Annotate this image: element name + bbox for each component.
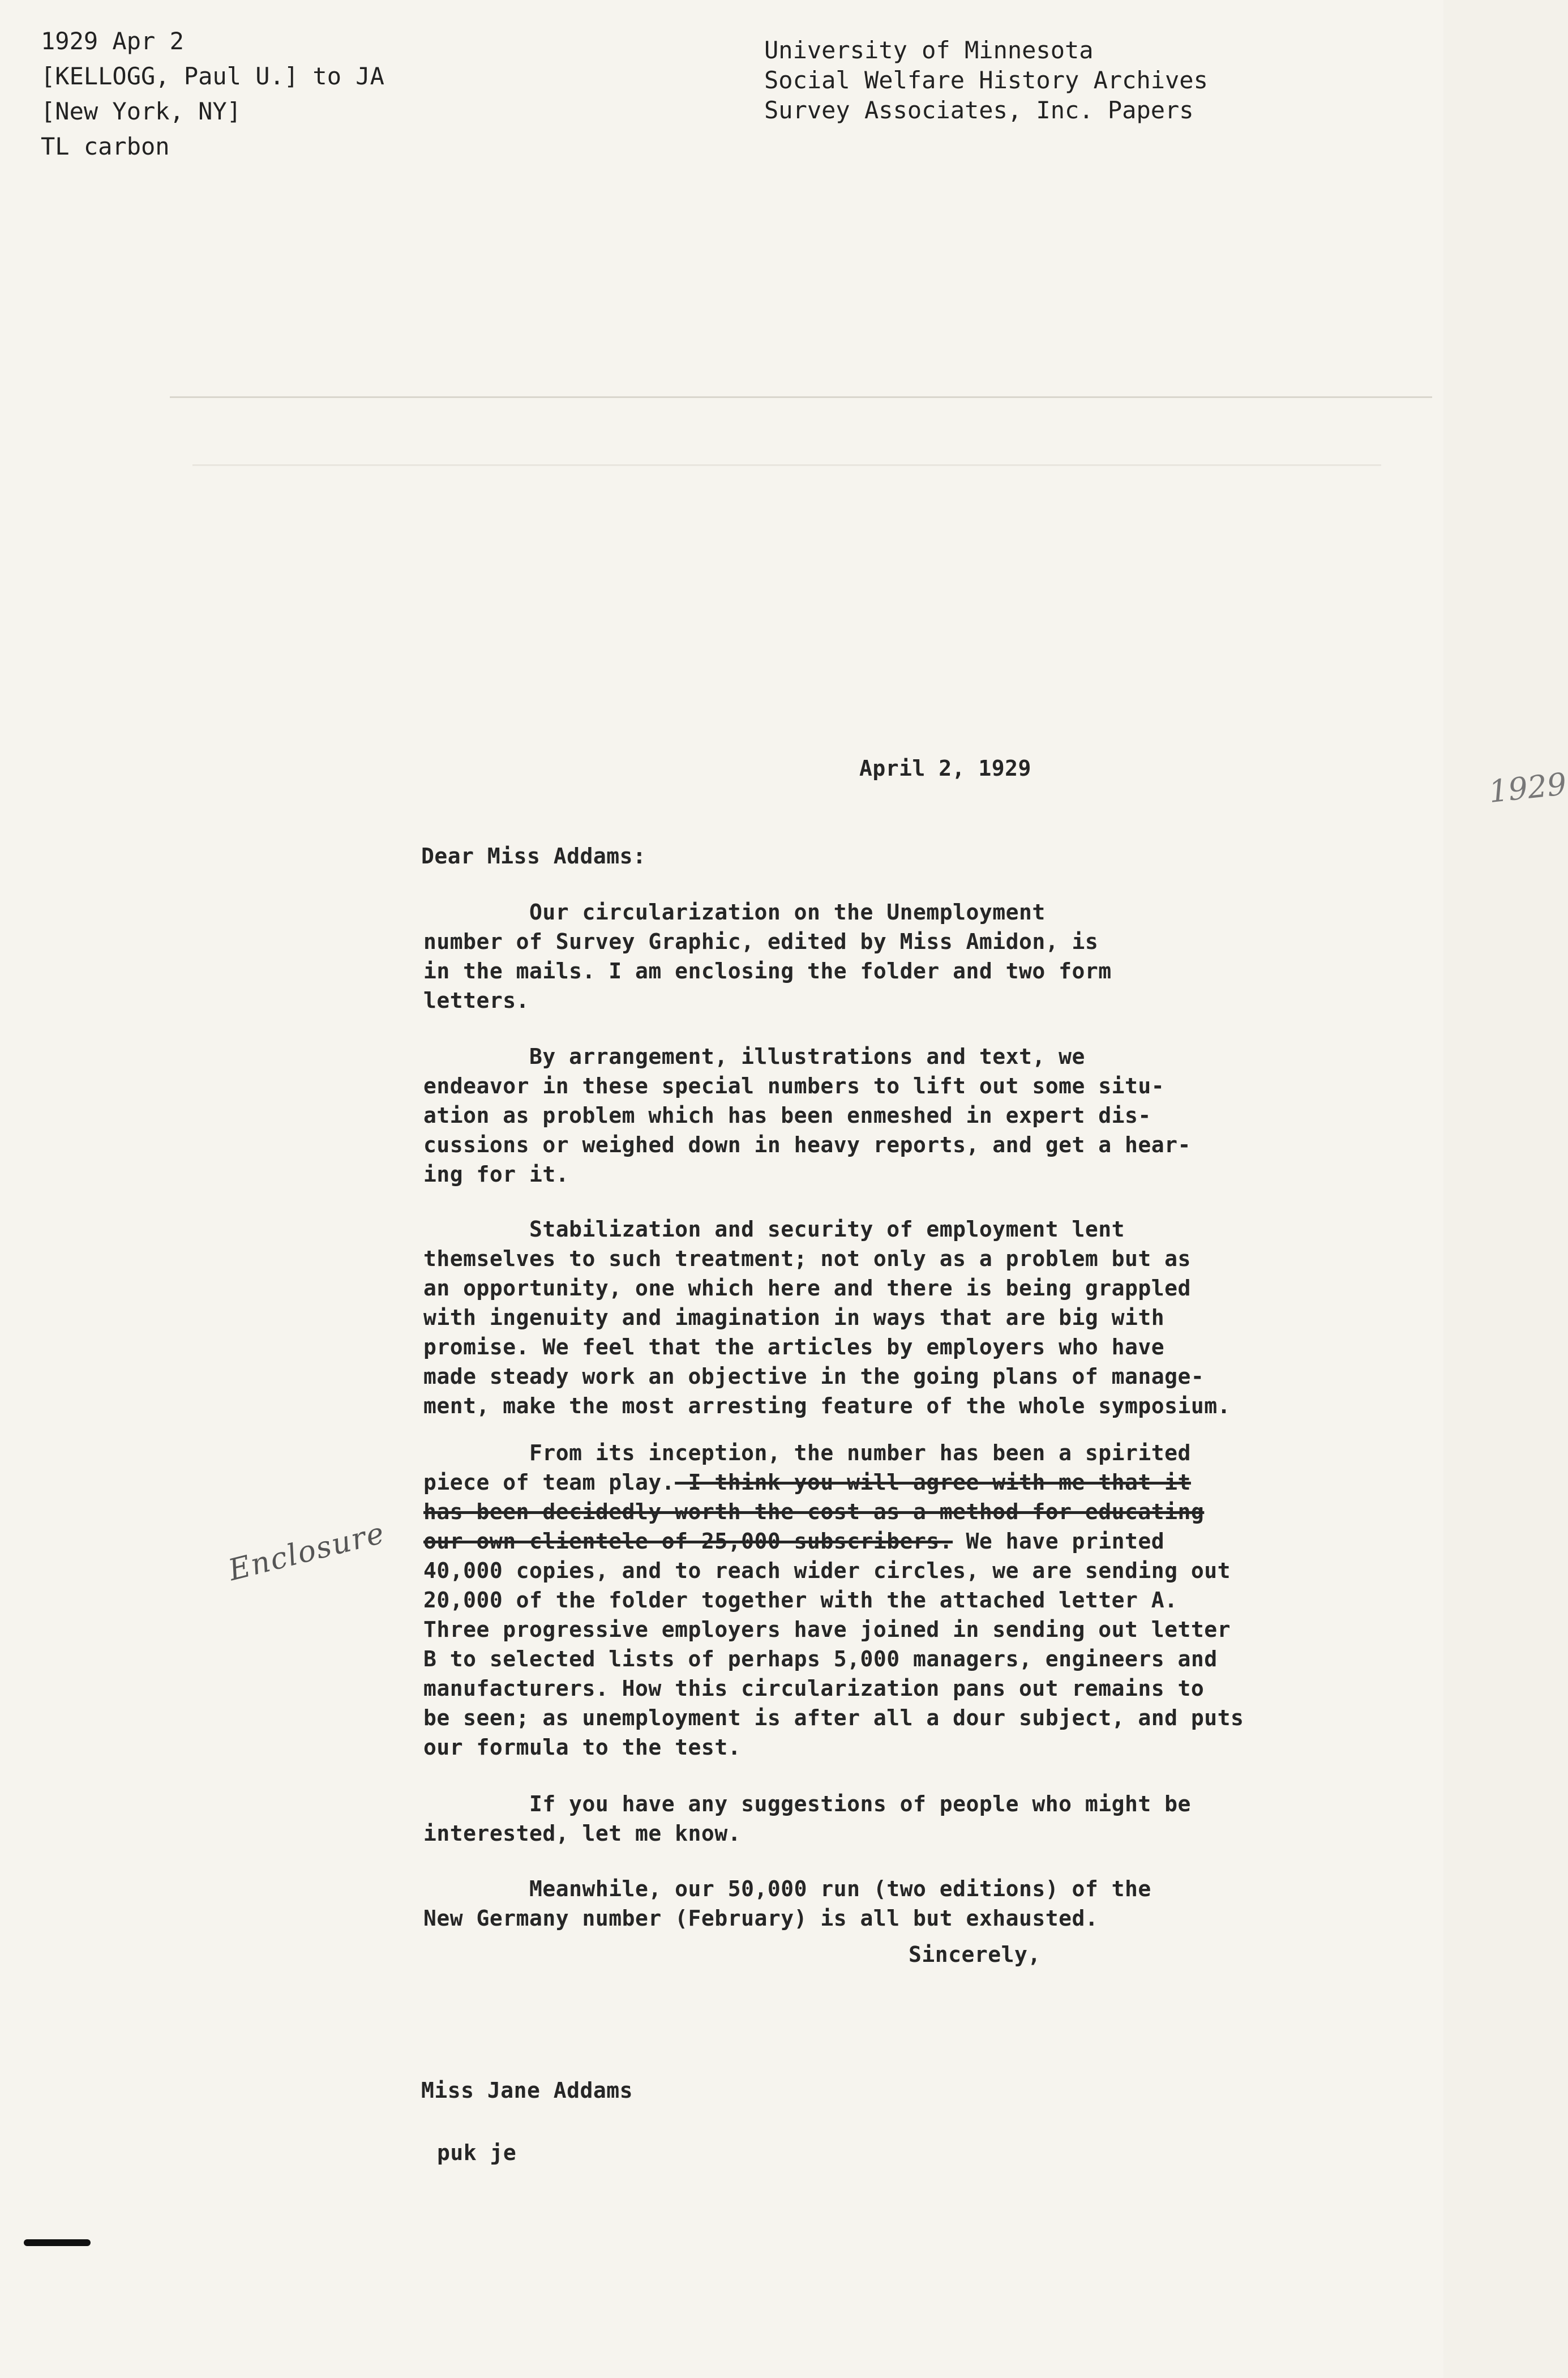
text-line: manufacturers. How this circularization pans out remains to: [423, 1676, 1205, 1701]
ink-dash-mark: [24, 2239, 91, 2246]
text-line: interested, let me know.: [423, 1821, 742, 1846]
letter-salutation: Dear Miss Addams:: [421, 844, 646, 869]
text-line: By arrangement, illustrations and text, we: [423, 1044, 1085, 1069]
text-line: cussions or weighed down in heavy reports, and get a hear-: [423, 1132, 1191, 1157]
text-line: B to selected lists of perhaps 5,000 managers, engineers and: [423, 1646, 1218, 1671]
text-line: [423, 1468, 1352, 1497]
struck-text: I think you will agree with me that it: [675, 1470, 1191, 1495]
archive-collection: Social Welfare History Archives: [764, 66, 1208, 94]
paragraph-suggestions: [423, 1789, 1352, 1848]
text-line: in the mails. I am enclosing the folder and two form: [423, 959, 1112, 983]
archive-metadata-right: [764, 35, 1208, 125]
text-line: endeavor in these special numbers to lift out some situ-: [423, 1073, 1165, 1098]
kept-text: piece of team play.: [423, 1470, 675, 1495]
metadata-format: TL carbon: [41, 132, 170, 160]
text-line: If you have any suggestions of people who might be: [423, 1791, 1191, 1816]
handwritten-margin-note: Enclosure: [225, 1516, 389, 1588]
text-line: our formula to the test.: [423, 1735, 742, 1760]
sheet-edge-line: [170, 396, 1432, 398]
text-line: [423, 1526, 1352, 1556]
handwritten-corner-mark: 1929: [1487, 765, 1568, 810]
sheet-shadow-line: [192, 464, 1381, 466]
archive-papers: Survey Associates, Inc. Papers: [764, 96, 1194, 124]
typist-initials: puk je: [437, 2140, 517, 2165]
text-line: 40,000 copies, and to reach wider circles, we are sending out: [423, 1558, 1231, 1583]
metadata-date: 1929 Apr 2: [41, 27, 184, 55]
text-line: promise. We feel that the articles by employers who have: [423, 1335, 1165, 1359]
text-line: New Germany number (February) is all but exhausted.: [423, 1906, 1099, 1931]
text-line: with ingenuity and imagination in ways that are big with: [423, 1305, 1165, 1330]
paragraph-circularization: [423, 897, 1352, 1015]
letter-closing: Sincerely,: [909, 1942, 1041, 1967]
text-line: ing for it.: [423, 1162, 569, 1187]
carbon-copy-sheet: [170, 374, 1568, 2355]
paragraph-inception: [423, 1438, 1352, 1762]
metadata-correspondents: [KELLOGG, Paul U.] to JA: [41, 62, 384, 90]
text-line: Our circularization on the Unemployment: [423, 900, 1046, 925]
metadata-place: [New York, NY]: [41, 97, 242, 125]
text-line: ment, make the most arresting feature of the whole symposium.: [423, 1393, 1231, 1418]
struck-text-line: has been decidedly worth the cost as a method for educating: [423, 1499, 1205, 1524]
struck-text: our own clientele of 25,000 subscribers.: [423, 1529, 953, 1554]
paragraph-meanwhile: [423, 1874, 1352, 1933]
text-line: Meanwhile, our 50,000 run (two editions) of the: [423, 1876, 1151, 1901]
text-line: made steady work an objective in the going plans of manage-: [423, 1364, 1205, 1389]
text-line: number of Survey Graphic, edited by Miss Amidon, is: [423, 929, 1099, 954]
text-line: be seen; as unemployment is after all a dour subject, and puts: [423, 1705, 1244, 1730]
text-line: Stabilization and security of employment lent: [423, 1217, 1125, 1242]
text-line: Three progressive employers have joined in sending out letter: [423, 1617, 1231, 1642]
text-line: themselves to such treatment; not only as a problem but as: [423, 1246, 1191, 1271]
paragraph-stabilization: [423, 1214, 1352, 1421]
text-line: letters.: [423, 988, 530, 1013]
paragraph-arrangement: [423, 1042, 1352, 1189]
archive-metadata-left: [41, 24, 384, 164]
text-line: From its inception, the number has been a spirited: [423, 1440, 1191, 1465]
text-line: 20,000 of the folder together with the attached letter A.: [423, 1588, 1178, 1613]
archive-institution: University of Minnesota: [764, 36, 1094, 64]
letter-addressee: Miss Jane Addams: [421, 2078, 633, 2103]
kept-text: We have printed: [953, 1529, 1165, 1554]
text-line: ation as problem which has been enmeshed in expert dis-: [423, 1103, 1151, 1128]
text-line: an opportunity, one which here and there is being grappled: [423, 1276, 1191, 1301]
letter-date: April 2, 1929: [859, 756, 1031, 781]
